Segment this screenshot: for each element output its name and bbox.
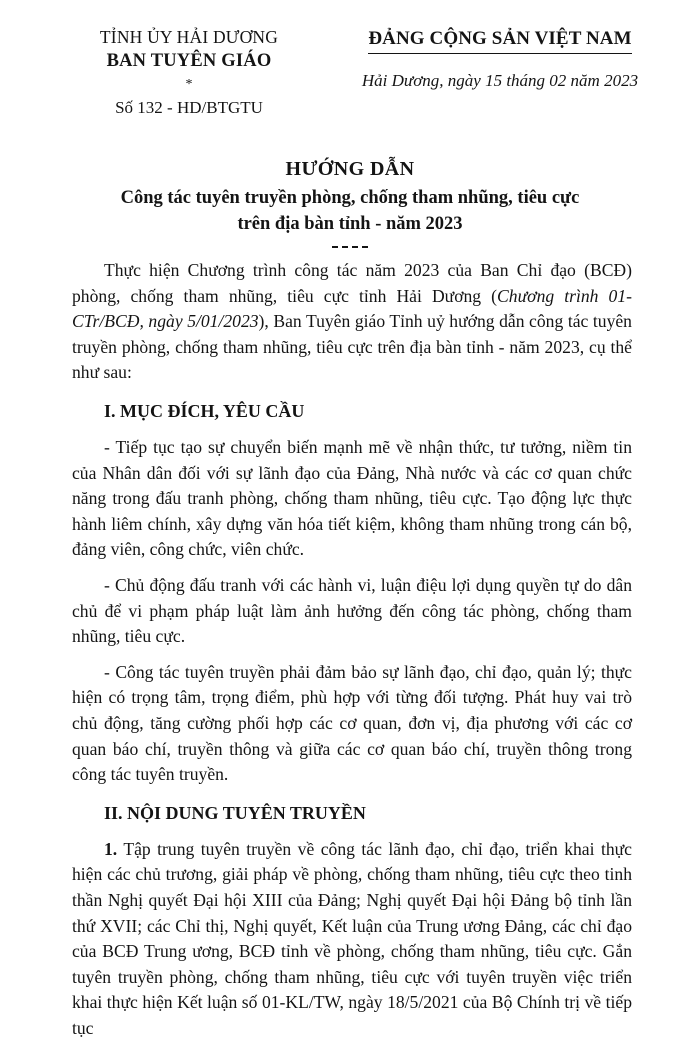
document-body [0,258,700,1041]
title-block [0,156,700,248]
intro-paragraph [72,258,632,386]
section-i-bullet-2: - Chủ động đấu tranh với các hành vi, luận điệu lợi dụng quyền tự do dân chủ để vi phạm pháp luật làm ảnh hưởng đến công tác phòng, chống tham nhũng, tiêu cực. [72,575,632,647]
national-motto-label: ĐẢNG CỘNG SẢN VIỆT NAM [368,28,631,54]
intro-text-part-2: ), Ban Tuyên giáo Tỉnh uỷ hướng dẫn công tác tuyên truyền phòng, chống tham nhũng, tiêu cực trên địa bàn tỉnh - năm 2023, cụ thể như sau: [72,311,632,383]
section-heading-i: I. MỤC ĐÍCH, YÊU CẦU [104,401,305,422]
document-subject-title [60,186,640,237]
province-party-committee-label: TỈNH ỦY HẢI DƯƠNG [99,27,279,47]
issuing-authority-block [30,26,330,120]
section-i-bullet-3: - Công tác tuyên truyền phải đảm bảo sự lãnh đạo, chỉ đạo, quản lý; thực hiện có trọng tâm, trọng điểm, phù hợp với từng đối tượng. Phát huy vai trò chủ động, tăng cường phối hợp các cơ quan, đơn vị, địa phương với các cơ quan báo chí, truyền thông và giữa các cơ quan báo chí, truyền thông trong công tác tuyên truyền. [72,661,632,785]
title-divider [332,246,368,248]
document-subject-line-1: Công tác tuyên truyền phòng, chống tham nhũng, tiêu cực [120,188,580,209]
separator-asterisk: * [185,77,193,93]
section-heading-ii: II. NỘI DUNG TUYÊN TRUYỀN [104,802,366,823]
intro-referenced-program: Chương trình 01-CTr/BCĐ, ngày 5/01/2023 [72,285,633,332]
section-ii-item-1-number: 1. [104,838,118,859]
document-type-title: HƯỚNG DẪN [285,158,415,181]
section-i-bullet-1: - Tiếp tục tạo sự chuyển biến mạnh mẽ về nhận thức, tư tưởng, niềm tin của Nhân dân đối với sự lãnh đạo của Đảng, Nhà nước và các cơ quan chức năng trong đấu tranh phòng, chống tham nhũng, tiêu cực. Tạo động lực thực hành liêm chính, xây dựng văn hóa tiết kiệm, không tham nhũng trong cán bộ, đảng viên, công chức, viên chức. [72,437,632,560]
department-name-label: BAN TUYÊN GIÁO [106,51,272,72]
section-ii-item-1 [72,837,632,1042]
place-and-date-label: Hải Dương, ngày 15 tháng 02 năm 2023 [361,71,639,90]
section-ii-item-1-text: Tập trung tuyên truyền về công tác lãnh đạo, chỉ đạo, triển khai thực hiện các chủ trương, giải pháp về phòng, chống tham nhũng, tiêu cực theo tinh thần Nghị quyết Đại hội XIII của Đảng; Nghị quyết Đại hội Đảng bộ tỉnh lần thứ XVII; các Chỉ thị, Nghị quyết, Kết luận của Trung ương Đảng, các chỉ đạo của BCĐ Trung ương, BCĐ tỉnh về phòng, chống tham nhũng, tiêu cực. Gắn tuyên truyền phòng, chống tham nhũng, tiêu cực với tuyên truyền việc triển khai thực hiện Kết luận số 01-KL/TW, ngày 18/5/2021 của Bộ Chính trị về tiếp tục [72,838,632,1038]
national-heading-block [330,26,670,91]
intro-text-part-1: Thực hiện Chương trình công tác năm 2023 của Ban Chỉ đạo (BCĐ) phòng, chống tham nhũng, tiêu cực tỉnh Hải Dương ( [72,260,632,306]
document-subject-line-2: trên địa bàn tỉnh - năm 2023 [237,213,463,234]
letterhead [0,0,700,120]
document-number-label: Số 132 - HD/BTGTU [115,98,263,118]
